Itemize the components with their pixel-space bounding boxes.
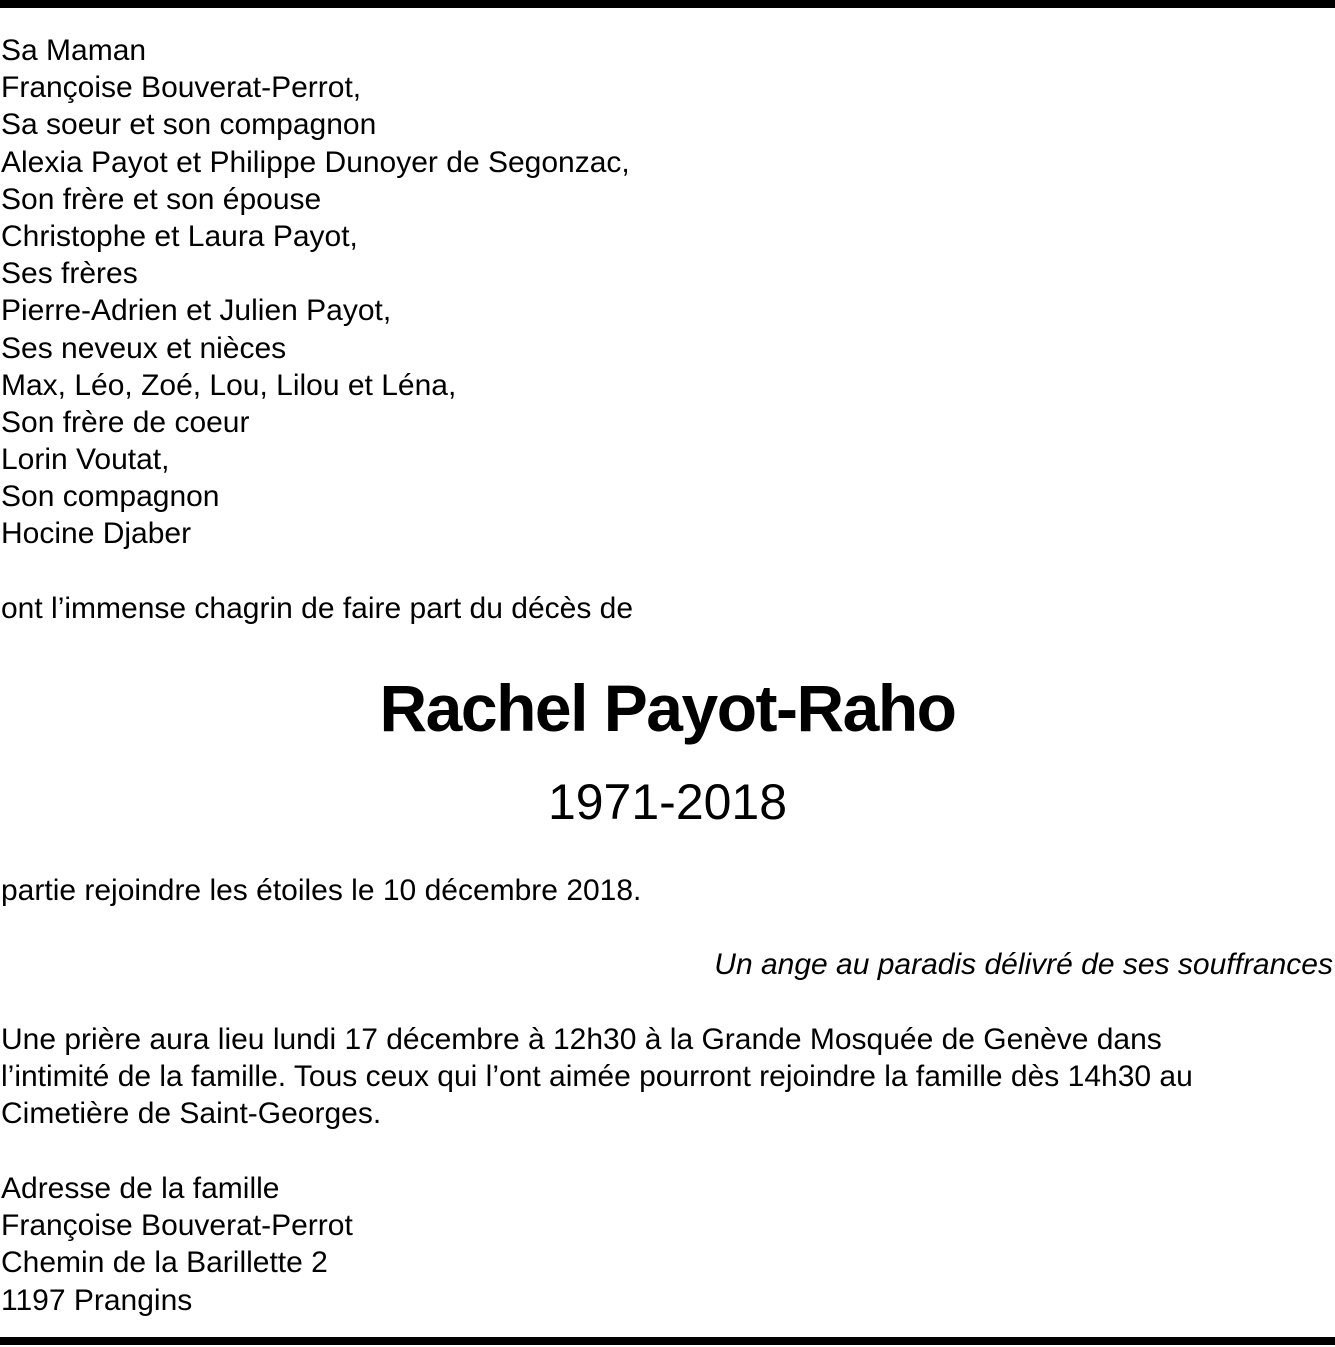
deceased-name: Rachel Payot-Raho — [379, 671, 956, 745]
family-line: Sa Maman — [1, 34, 147, 67]
deceased-years: 1971-2018 — [547, 774, 788, 830]
memorial-quote: Un ange au paradis délivré de ses souffrances — [714, 948, 1333, 981]
family-line: Ses frères — [1, 257, 138, 291]
family-line: Lorin Voutat, — [1, 443, 170, 477]
family-line: Pierre-Adrien et Julien Payot, — [1, 294, 392, 328]
announcement-intro: ont l’immense chagrin de faire part du décès de — [1, 592, 634, 625]
address-line: Françoise Bouverat-Perrot — [1, 1209, 353, 1243]
family-line: Son compagnon — [1, 480, 220, 514]
family-line: Alexia Payot et Philippe Dunoyer de Segonzac, — [1, 145, 630, 179]
address-line: Chemin de la Barillette 2 — [1, 1246, 328, 1280]
address-line: Adresse de la famille — [1, 1172, 280, 1205]
family-line: Sa soeur et son compagnon — [1, 108, 377, 142]
top-rule — [0, 0, 1335, 8]
family-line: Françoise Bouverat-Perrot, — [1, 71, 362, 105]
family-line: Christophe et Laura Payot, — [1, 219, 358, 253]
ceremony-line: Une prière aura lieu lundi 17 décembre à 12h30 à la Grande Mosquée de Genève dans — [1, 1023, 1162, 1056]
departure-statement: partie rejoindre les étoiles le 10 décembre 2018. — [1, 874, 642, 907]
address-line: 1197 Prangins — [1, 1283, 193, 1317]
family-list — [1, 32, 630, 553]
family-line: Max, Léo, Zoé, Lou, Lilou et Léna, — [1, 368, 457, 402]
ceremony-details — [1, 1021, 1331, 1133]
family-line: Son frère et son épouse — [1, 182, 322, 216]
family-line: Ses neveux et nièces — [1, 331, 287, 365]
ceremony-line: l’intimité de la famille. Tous ceux qui l’ont aimée pourront rejoindre la famille dès 14h30 au — [1, 1060, 1193, 1094]
family-line: Hocine Djaber — [1, 517, 192, 551]
family-address — [1, 1170, 353, 1319]
family-line: Son frère de coeur — [1, 405, 250, 439]
bottom-rule — [0, 1337, 1335, 1345]
ceremony-line: Cimetière de Saint-Georges. — [1, 1097, 382, 1131]
